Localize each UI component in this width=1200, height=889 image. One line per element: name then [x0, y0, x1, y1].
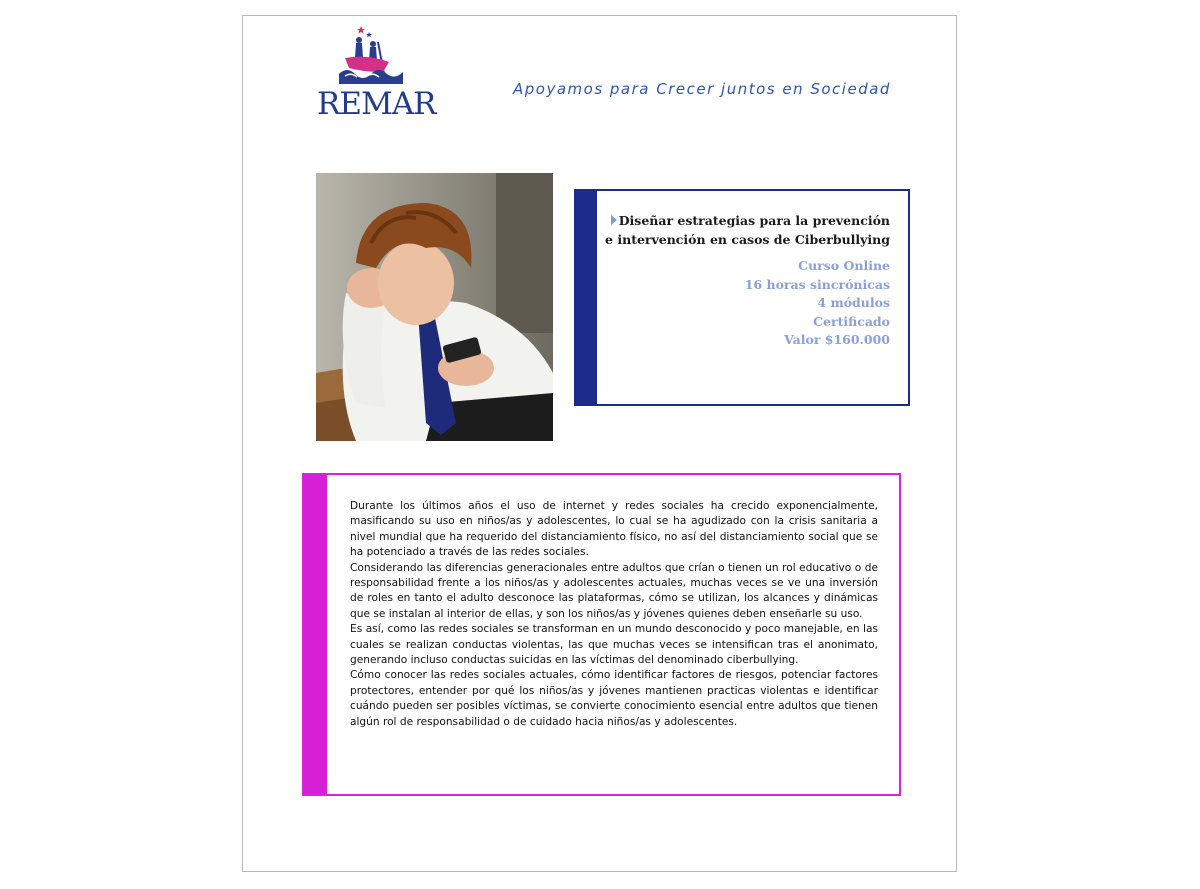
description-paragraph: Considerando las diferencias generacionales entre adultos que crían o tienen un rol educativo o de responsabilidad frente a los niños/as y adolescentes actuales, muchas veces se ve una inversión de roles en tanto el adulto desconoce las plataformas, cómo se utilizan, los alcances y dinámicas que se instalan al interior de ellas, y son los niños/as y jóvenes quienes deben enseñarle su uso.	[350, 561, 878, 620]
course-info-box	[574, 189, 910, 406]
course-modality: Curso Online	[798, 258, 890, 273]
course-title	[600, 211, 890, 249]
boat-figures-icon	[337, 24, 407, 86]
tagline: Apoyamos para Crecer juntos en Sociedad	[513, 80, 891, 98]
course-certificate: Certificado	[813, 313, 890, 329]
description-paragraph: Cómo conocer las redes sociales actuales, cómo identificar factores de riesgos, potenciar factores protectores, entender por qué los niños/as y jóvenes mantienen practicas violentas e identificar cuándo pueden ser posibles víctimas, se convierte conocimiento esencial entre adultos que tienen algún rol de responsabilidad o de cuidado hacia niños/as y adolescentes.	[350, 669, 878, 728]
boy-with-phone-photo	[316, 173, 553, 441]
description-text	[350, 499, 878, 730]
course-hours: 16 horas sincrónicas	[744, 276, 890, 292]
description-box	[302, 473, 901, 796]
course-title-text: Diseñar estrategias para la prevención e intervención en casos de Ciberbullying	[605, 213, 890, 247]
course-modules: 4 módulos	[817, 295, 890, 311]
remar-logo	[313, 24, 436, 134]
course-price: Valor $160.000	[784, 332, 890, 348]
description-paragraph: Es así, como las redes sociales se transforman en un mundo desconocido y poco manejable, en las cuales se realizan conductas violentas, las que muchas veces se intensifican tras el anonimato, generando incluso conductas suicidas en las víctimas del denominado ciberbullying.	[350, 623, 878, 667]
description-accent-bar	[304, 475, 327, 794]
course-details	[745, 257, 890, 350]
description-paragraph: Durante los últimos años el uso de internet y redes sociales ha crecido exponencialmente, masificando su uso en niños/as y adolescentes, lo cual se ha agudizado con la crisis sanitaria a nivel mundial que ha requerido del distanciamiento físico, no así del distanciamiento social que se ha potenciado a través de las redes sociales.	[350, 500, 878, 559]
course-box-accent-bar	[576, 191, 597, 404]
bullet-triangle-icon	[611, 215, 617, 225]
logo-text: REMAR	[317, 86, 436, 122]
flyer-page	[242, 15, 957, 872]
